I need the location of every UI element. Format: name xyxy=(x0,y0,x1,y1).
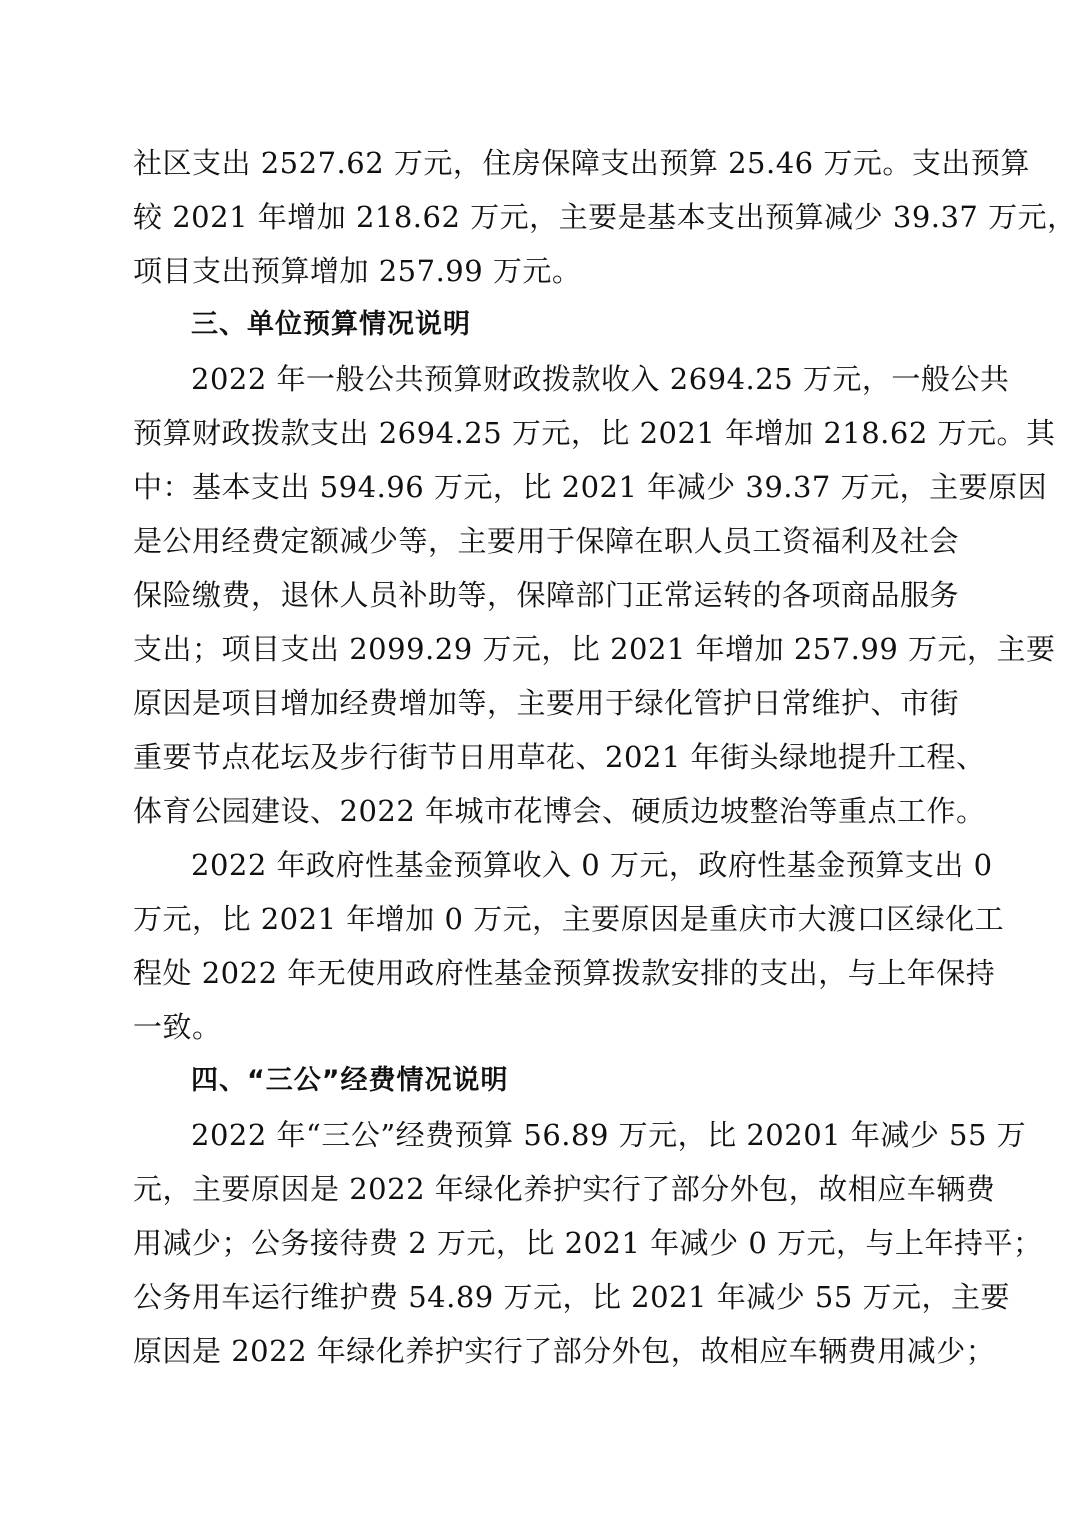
text-line: 2022 年政府性基金预算收入 0 万元，政府性基金预算支出 0 xyxy=(191,848,993,882)
text-line: 2022 年一般公共预算财政拨款收入 2694.25 万元，一般公共 xyxy=(191,362,1010,396)
text-line: 是公用经费定额减少等，主要用于保障在职人员工资福利及社会 xyxy=(133,524,960,558)
text-line: 2022 年“三公”经费预算 56.89 万元，比 20201 年减少 55 万 xyxy=(191,1118,1027,1152)
text-line: 体育公园建设、2022 年城市花博会、硬质边坡整治等重点工作。 xyxy=(133,794,986,828)
paragraph-general-public-budget xyxy=(133,352,1056,838)
text-line: 公务用车运行维护费 54.89 万元，比 2021 年减少 55 万元，主要 xyxy=(133,1280,1011,1314)
text-line: 社区支出 2527.62 万元，住房保障支出预算 25.46 万元。支出预算 xyxy=(133,146,1030,180)
text-line: 预算财政拨款支出 2694.25 万元，比 2021 年增加 218.62 万元。其 xyxy=(133,416,1056,450)
text-line: 原因是项目增加经费增加等，主要用于绿化管护日常维护、市街 xyxy=(133,686,960,720)
text-line: 程处 2022 年无使用政府性基金预算拨款安排的支出，与上年保持 xyxy=(133,956,996,990)
text-line: 较 2021 年增加 218.62 万元，主要是基本支出预算减少 39.37 万元， xyxy=(133,200,1077,234)
text-line: 中：基本支出 594.96 万元，比 2021 年减少 39.37 万元，主要原因 xyxy=(133,470,1048,504)
paragraph-three-public-expenses xyxy=(133,1108,1043,1378)
text-line: 原因是 2022 年绿化养护实行了部分外包，故相应车辆费用减少； xyxy=(133,1334,996,1368)
text-line: 万元，比 2021 年增加 0 万元，主要原因是重庆市大渡口区绿化工 xyxy=(133,902,1005,936)
text-line: 重要节点花坛及步行街节日用草花、2021 年街头绿地提升工程、 xyxy=(133,740,986,774)
text-line: 用减少；公务接待费 2 万元，比 2021 年减少 0 万元，与上年持平； xyxy=(133,1226,1043,1260)
section-heading-three-public-expenses: 四、“三公”经费情况说明 xyxy=(191,1065,509,1096)
text-line: 保险缴费，退休人员补助等，保障部门正常运转的各项商品服务 xyxy=(133,578,960,612)
text-line: 一致。 xyxy=(133,1010,222,1044)
section-heading-unit-budget: 三、单位预算情况说明 xyxy=(191,309,471,340)
text-line: 支出；项目支出 2099.29 万元，比 2021 年增加 257.99 万元，主要 xyxy=(133,632,1056,666)
text-line: 项目支出预算增加 257.99 万元。 xyxy=(133,254,582,288)
text-line: 元，主要原因是 2022 年绿化养护实行了部分外包，故相应车辆费 xyxy=(133,1172,996,1206)
document-body xyxy=(133,136,1077,1378)
paragraph-expenditure-continuation xyxy=(133,136,1077,298)
paragraph-government-fund-budget xyxy=(133,838,1005,1054)
